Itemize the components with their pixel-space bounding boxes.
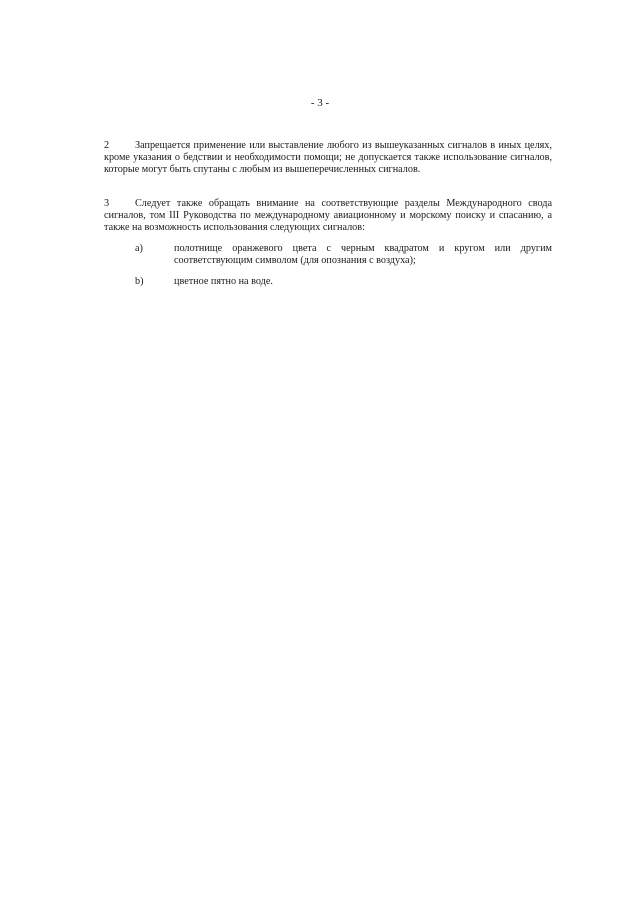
- paragraph-number: 2: [104, 140, 110, 151]
- paragraph-text: Следует также обращать внимание на соответствующие разделы Международного свода сигналов, том III Руководства по международному авиационному и морскому поиску и спасанию, а также на возможность использования следующих сигналов:: [104, 198, 552, 233]
- paragraph-3: [104, 198, 552, 234]
- list-item-a: [104, 243, 552, 267]
- page-number: - 3 -: [310, 97, 330, 109]
- paragraph-text: Запрещается применение или выставление любого из вышеуказанных сигналов в иных целях, кроме указания о бедствии и необходимости помощи; не допускается также использование сигналов, которые могут быть спутаны с любым из вышеперечисленных сигналов.: [104, 140, 552, 175]
- paragraph-number: 3: [104, 198, 110, 209]
- list-item-b: [104, 276, 552, 288]
- list-item-text: цветное пятно на воде.: [174, 276, 273, 287]
- paragraph-2: [104, 140, 552, 176]
- list-item-text: полотнище оранжевого цвета с черным квадратом и кругом или другим соответствующим символом (для опознания с воздуха);: [174, 243, 552, 266]
- list-item-letter: b): [135, 276, 144, 287]
- list-item-letter: a): [135, 243, 143, 254]
